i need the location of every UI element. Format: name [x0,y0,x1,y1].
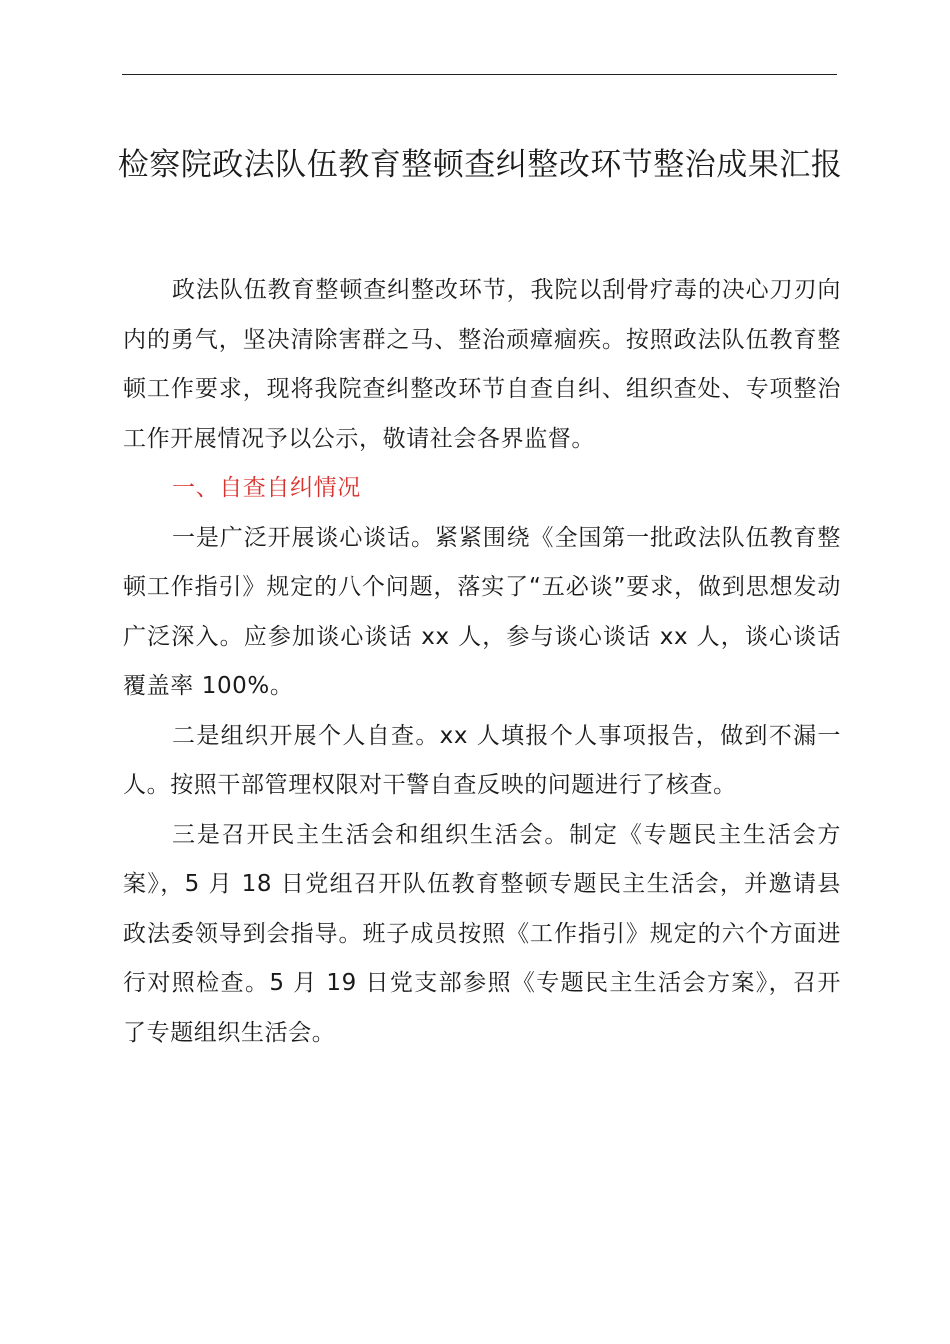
paragraph-self-inspection: 二是组织开展个人自查。xx 人填报个人事项报告，做到不漏一人。按照干部管理权限对干警自查反映的问题进行了核查。 [123,722,841,798]
document-title: 检察院政法队伍教育整顿查纠整改环节整治成果汇报 [117,147,843,183]
paragraph-democratic-life-meeting: 三是召开民主生活会和组织生活会。制定《专题民主生活会方案》，5 月 18 日党组召开队伍教育整顿专题民主生活会，并邀请县政法委领导到会指导。班子成员按照《工作指引》规定的六个方面进行对照检查。5 月 19 日党支部参照《专题民主生活会方案》，召开了专题组织生活会。 [123,821,841,1046]
intro-paragraph: 政法队伍教育整顿查纠整改环节，我院以刮骨疗毒的决心刀刃向内的勇气，坚决清除害群之马、整治顽瘴痼疾。按照政法队伍教育整顿工作要求，现将我院查纠整改环节自查自纠、组织查处、专项整治工作开展情况予以公示，敬请社会各界监督。 [123,277,841,452]
document-body [123,266,841,1058]
header-rule [122,74,837,75]
paragraph-heart-to-heart-talks: 一是广泛开展谈心谈话。紧紧围绕《全国第一批政法队伍教育整顿工作指引》规定的八个问题，落实了“五必谈”要求，做到思想发动广泛深入。应参加谈心谈话 xx 人，参与谈心谈话 xx 人，谈心谈话覆盖率 100%。 [123,524,841,699]
section-heading: 一、自查自纠情况 [172,475,361,501]
